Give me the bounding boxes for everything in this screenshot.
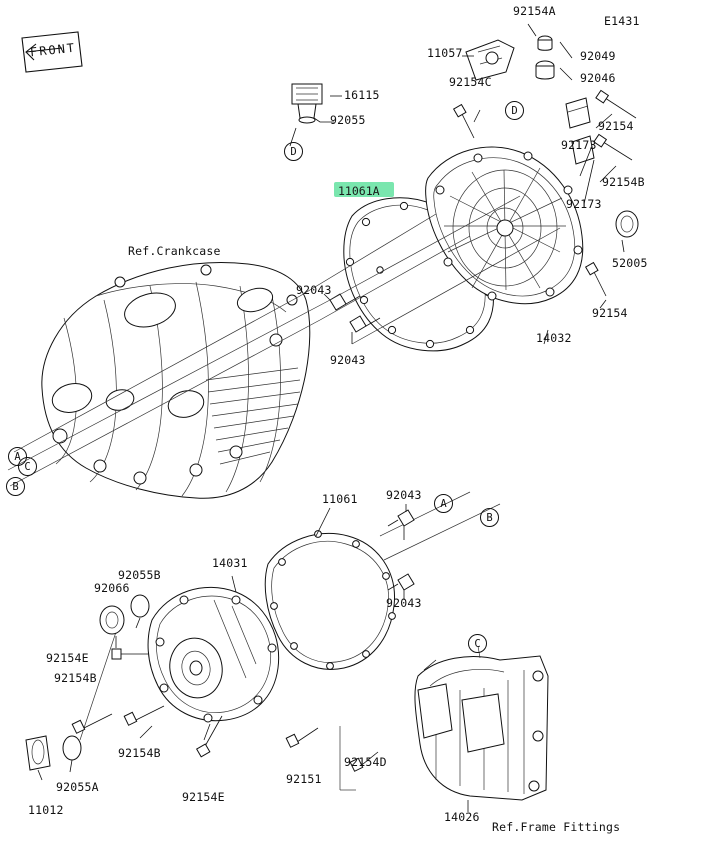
label-92154b-left[interactable]: 92154B bbox=[54, 671, 97, 685]
label-52005[interactable]: 52005 bbox=[612, 256, 648, 270]
generator-cover bbox=[148, 587, 279, 722]
plug-group-left bbox=[100, 595, 149, 634]
label-92046[interactable]: 92046 bbox=[580, 71, 616, 85]
label-92154e-left[interactable]: 92154E bbox=[46, 651, 89, 665]
label-11057[interactable]: 11057 bbox=[427, 46, 463, 60]
ref-crankcase[interactable]: Ref.Crankcase bbox=[128, 244, 221, 258]
label-92043-mid2[interactable]: 92043 bbox=[386, 596, 422, 610]
label-92154b-right[interactable]: 92154B bbox=[602, 175, 645, 189]
chain-cover bbox=[415, 656, 548, 800]
callout-c-left[interactable]: C bbox=[18, 457, 37, 476]
label-92154-mid[interactable]: 92154 bbox=[592, 306, 628, 320]
dowel-pins-center bbox=[324, 294, 380, 344]
crankcase-body bbox=[42, 262, 310, 498]
callout-a-mid[interactable]: A bbox=[434, 494, 453, 513]
oil-filler-cap bbox=[292, 84, 322, 123]
label-92154d[interactable]: 92154D bbox=[344, 755, 387, 769]
callout-a-left[interactable]: A bbox=[8, 447, 27, 466]
label-92151[interactable]: 92151 bbox=[286, 772, 322, 786]
engine-cover-gasket-lower bbox=[265, 531, 395, 670]
label-92154a[interactable]: 92154A bbox=[513, 4, 556, 18]
label-92055b[interactable]: 92055B bbox=[118, 568, 161, 582]
sheet-code: E1431 bbox=[604, 14, 640, 28]
label-92154b-lower[interactable]: 92154B bbox=[118, 746, 161, 760]
label-92066[interactable]: 92066 bbox=[94, 581, 130, 595]
label-16115[interactable]: 16115 bbox=[344, 88, 380, 102]
label-92055a[interactable]: 92055A bbox=[56, 780, 99, 794]
label-92043-mid[interactable]: 92043 bbox=[386, 488, 422, 502]
callout-d-top[interactable]: D bbox=[284, 142, 303, 161]
callout-b-mid[interactable]: B bbox=[480, 508, 499, 527]
cap-bottom-left bbox=[26, 736, 81, 770]
label-92173-upper[interactable]: 92173 bbox=[561, 138, 597, 152]
callout-c-mid[interactable]: C bbox=[468, 634, 487, 653]
callout-b-left[interactable]: B bbox=[6, 477, 25, 496]
label-92154e-lower[interactable]: 92154E bbox=[182, 790, 225, 804]
label-14032[interactable]: 14032 bbox=[536, 331, 572, 345]
ref-frame-fittings[interactable]: Ref.Frame Fittings bbox=[492, 820, 621, 834]
label-11061[interactable]: 11061 bbox=[322, 492, 358, 506]
label-11012[interactable]: 11012 bbox=[28, 803, 64, 817]
label-92173-lower[interactable]: 92173 bbox=[566, 197, 602, 211]
label-92043-upper[interactable]: 92043 bbox=[296, 283, 332, 297]
label-14031[interactable]: 14031 bbox=[212, 556, 248, 570]
label-92043-lower[interactable]: 92043 bbox=[330, 353, 366, 367]
label-92055-top[interactable]: 92055 bbox=[330, 113, 366, 127]
front-label: FRONT bbox=[29, 40, 77, 60]
callout-d-center[interactable]: D bbox=[505, 101, 524, 120]
part-label-11061a: 11061A bbox=[338, 184, 380, 198]
label-92154-right[interactable]: 92154 bbox=[598, 119, 634, 133]
label-14026[interactable]: 14026 bbox=[444, 810, 480, 824]
label-92154c[interactable]: 92154C bbox=[449, 75, 492, 89]
label-92049[interactable]: 92049 bbox=[580, 49, 616, 63]
